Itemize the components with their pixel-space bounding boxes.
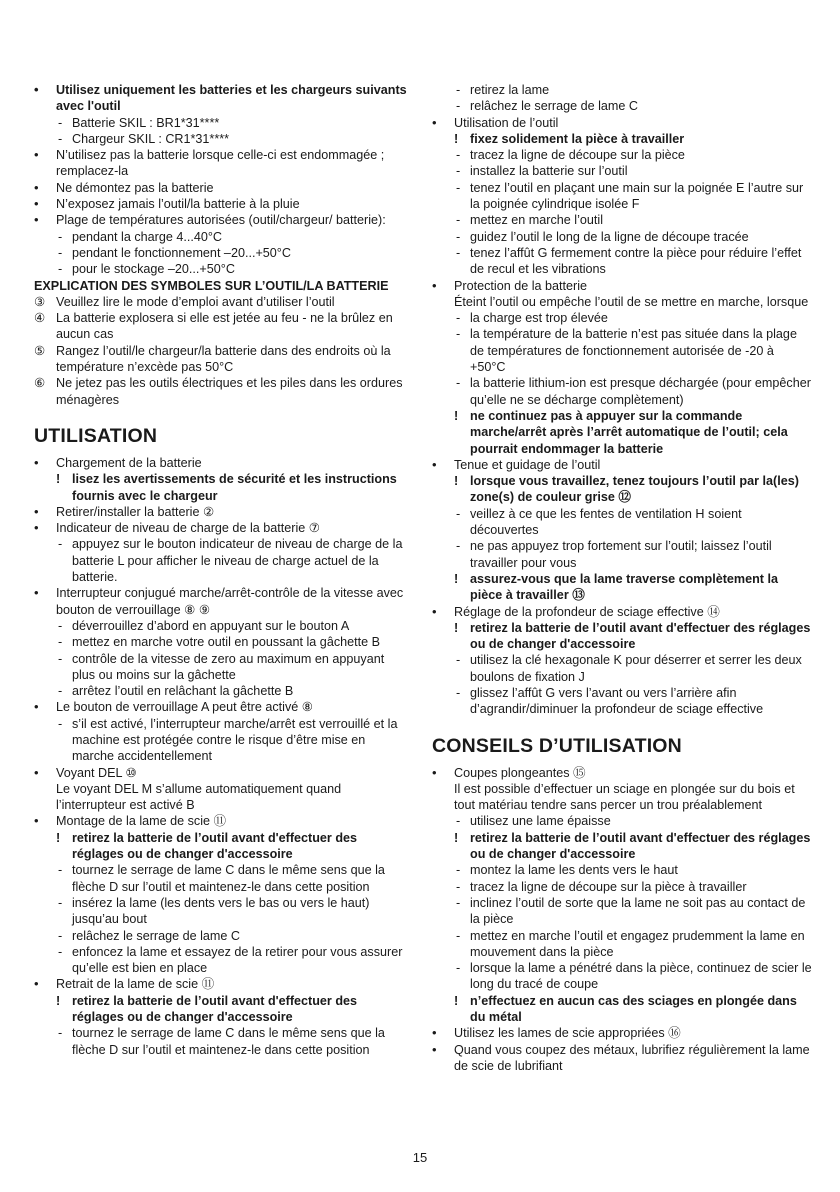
bullet-item: • N’exposez jamais l’outil/la batterie à la pluie [34, 196, 410, 212]
bullet-item: • Retirer/installer la batterie ② [34, 504, 410, 520]
bullet-item: • Indicateur de niveau de charge de la batterie ⑦ [34, 520, 410, 536]
bullet-item: • Interrupteur conjugué marche/arrêt-contrôle de la vitesse avec bouton de verrouillage ⑧ ⑨ [34, 585, 410, 618]
bullet-item: • Coupes plongeantes ⑮ [432, 765, 812, 781]
dash-item: - utilisez la clé hexagonale K pour déserrer et serrer les deux boulons de fixation J [432, 652, 812, 685]
dash-item: - relâchez le serrage de lame C [432, 98, 812, 114]
dash-item: - relâchez le serrage de lame C [34, 928, 410, 944]
bullet-item: • Réglage de la profondeur de sciage effective ⑭ [432, 604, 812, 620]
bullet-item: • Utilisez les lames de scie appropriées ⑯ [432, 1025, 812, 1041]
bullet-item: • N’utilisez pas la batterie lorsque celle-ci est endommagée ; remplacez-la [34, 147, 410, 180]
dash-item: - la charge est trop élevée [432, 310, 812, 326]
bullet-item: • Quand vous coupez des métaux, lubrifiez régulièrement la lame de scie de lubrifiant [432, 1042, 812, 1075]
dash-item: - veillez à ce que les fentes de ventilation H soient découvertes [432, 506, 812, 539]
section-heading: CONSEILS D’UTILISATION [432, 734, 682, 757]
dash-item: - pour le stockage –20...+50°C [34, 261, 410, 277]
bullet-item: • Le bouton de verrouillage A peut être activé ⑧ [34, 699, 410, 715]
dash-item: - ne pas appuyez trop fortement sur l’outil; laissez l’outil travailler pour vous [432, 538, 812, 571]
bullet-item: • Protection de la batterie [432, 278, 812, 294]
symbol-item: ③ Veuillez lire le mode d’emploi avant d’utiliser l’outil [34, 294, 410, 310]
bullet-item: • Voyant DEL ⑩ [34, 765, 410, 781]
warning-item: ! lorsque vous travaillez, tenez toujours l’outil par la(les) zone(s) de couleur grise ⑫ [432, 473, 812, 506]
page-number: 15 [412, 1150, 428, 1165]
subheading: EXPLICATION DES SYMBOLES SUR L’OUTIL/LA BATTERIE [34, 278, 389, 293]
dash-item: - utilisez une lame épaisse [432, 813, 812, 829]
warning-item: ! fixez solidement la pièce à travailler [432, 131, 812, 147]
warning-item: ! retirez la batterie de l’outil avant d'effectuer des réglages ou de changer d'accessoire [432, 830, 812, 863]
dash-item: - tenez l’affût G fermement contre la pièce pour réduire l’effet de recul et les vibrations [432, 245, 812, 278]
warning-item: ! retirez la batterie de l’outil avant d'effectuer des réglages ou de changer d'accessoire [34, 830, 410, 863]
dash-item: - déverrouillez d’abord en appuyant sur le bouton A [34, 618, 410, 634]
dash-item: - Batterie SKIL : BR1*31**** [34, 115, 410, 131]
dash-item: - la température de la batterie n’est pas située dans la plage de températures de fonctionnement autorisée de -20 à +50°C [432, 326, 812, 375]
dash-item: - glissez l’affût G vers l’avant ou vers l’arrière afin d’agrandir/diminuer la profondeur de sciage effective [432, 685, 812, 718]
dash-item: - guidez l’outil le long de la ligne de découpe tracée [432, 229, 812, 245]
dash-item: - tournez le serrage de lame C dans le même sens que la flèche D sur l’outil et maintenez-le dans cette position [34, 1025, 410, 1058]
bullet-item: • Montage de la lame de scie ⑪ [34, 813, 410, 829]
bullet-item: • Ne démontez pas la batterie [34, 180, 410, 196]
dash-item: - montez la lame les dents vers le haut [432, 862, 812, 878]
symbol-item: ④ La batterie explosera si elle est jetée au feu - ne la brûlez en aucun cas [34, 310, 410, 343]
dash-item: - la batterie lithium-ion est presque déchargée (pour empêcher qu’elle ne se décharge complètement) [432, 375, 812, 408]
dash-item: - pendant la charge 4...40°C [34, 229, 410, 245]
warning-item: ! retirez la batterie de l’outil avant d'effectuer des réglages ou de changer d'accessoire [34, 993, 410, 1026]
dash-item: - tracez la ligne de découpe sur la pièce [432, 147, 812, 163]
bullet-item: • Chargement de la batterie [34, 455, 410, 471]
left-column [34, 82, 410, 1058]
warning-item: ! ne continuez pas à appuyer sur la commande marche/arrêt après l’arrêt automatique de l’outil; cela pourrait endommager la batterie [432, 408, 812, 457]
dash-item: - Chargeur SKIL : CR1*31**** [34, 131, 410, 147]
right-column [432, 82, 812, 1074]
dash-item: - insérez la lame (les dents vers le bas ou vers le haut) jusqu’au bout [34, 895, 410, 928]
symbol-item: ⑤ Rangez l’outil/le chargeur/la batterie dans des endroits où la température n’excède pas 50°C [34, 343, 410, 376]
dash-item: - mettez en marche votre outil en poussant la gâchette B [34, 634, 410, 650]
bullet-item: • Retrait de la lame de scie ⑪ [34, 976, 410, 992]
dash-item: - arrêtez l’outil en relâchant la gâchette B [34, 683, 410, 699]
dash-item: - mettez en marche l’outil [432, 212, 812, 228]
dash-item: - contrôle de la vitesse de zero au maximum en appuyant plus ou moins sur la gâchette [34, 651, 410, 684]
warning-item: ! retirez la batterie de l’outil avant d'effectuer des réglages ou de changer d'accessoire [432, 620, 812, 653]
dash-item: - tournez le serrage de lame C dans le même sens que la flèche D sur l’outil et maintenez-le dans cette position [34, 862, 410, 895]
dash-item: - mettez en marche l’outil et engagez prudemment la lame en mouvement dans la pièce [432, 928, 812, 961]
dash-item: - pendant le fonctionnement –20...+50°C [34, 245, 410, 261]
bullet-item: • Utilisation de l’outil [432, 115, 812, 131]
paragraph-text: Éteint l’outil ou empêche l’outil de se mettre en marche, lorsque [454, 294, 809, 309]
paragraph-text: Le voyant DEL M s’allume automatiquement quand l’interrupteur est activé B [56, 781, 342, 813]
warning-item: ! lisez les avertissements de sécurité et les instructions fournis avec le chargeur [34, 471, 410, 504]
bullet-item: • Tenue et guidage de l’outil [432, 457, 812, 473]
dash-item: - installez la batterie sur l’outil [432, 163, 812, 179]
warning-item: ! n’effectuez en aucun cas des sciages en plongée dans du métal [432, 993, 812, 1026]
bullet-item: • Plage de températures autorisées (outil/chargeur/ batterie): [34, 212, 410, 228]
dash-item: - tracez la ligne de découpe sur la pièce à travailler [432, 879, 812, 895]
section-heading: UTILISATION [34, 424, 158, 447]
dash-item: - inclinez l’outil de sorte que la lame ne soit pas au contact de la pièce [432, 895, 812, 928]
dash-item: - tenez l’outil en plaçant une main sur la poignée E l’autre sur la poignée cylindrique isolée F [432, 180, 812, 213]
warning-item: ! assurez-vous que la lame traverse complètement la pièce à travailler ⑬ [432, 571, 812, 604]
dash-item: - s’il est activé, l’interrupteur marche/arrêt est verrouillé et la machine est protégée contre le risque d’être mise en marche accidentellement [34, 716, 410, 765]
bullet-item: • Utilisez uniquement les batteries et les chargeurs suivants avec l'outil [34, 82, 410, 115]
dash-item: - lorsque la lame a pénétré dans la pièce, continuez de scier le long du tracé de coupe [432, 960, 812, 993]
dash-item: - appuyez sur le bouton indicateur de niveau de charge de la batterie L pour afficher le niveau de charge actuel de la batterie. [34, 536, 410, 585]
dash-item: - retirez la lame [432, 82, 812, 98]
paragraph-text: Il est possible d’effectuer un sciage en plongée sur du bois et tout matériau tendre sans percer un trou préalablement [454, 781, 795, 813]
dash-item: - enfoncez la lame et essayez de la retirer pour vous assurer qu’elle est bien en place [34, 944, 410, 977]
symbol-item: ⑥ Ne jetez pas les outils électriques et les piles dans les ordures ménagères [34, 375, 410, 408]
